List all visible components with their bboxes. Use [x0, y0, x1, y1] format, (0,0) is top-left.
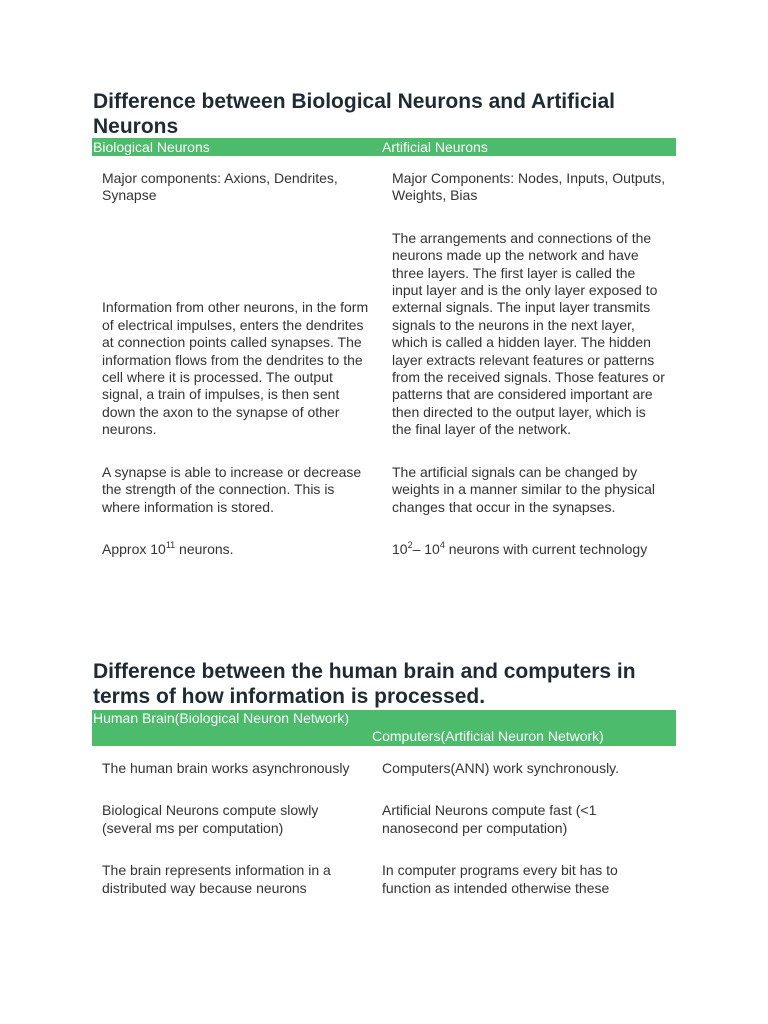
table-cell: The artificial signals can be changed by weights in a manner similar to the physical changes that occur in the synapses. [392, 463, 656, 515]
table-row [92, 464, 676, 516]
table-cell: The human brain works asynchronously [102, 760, 350, 776]
text-fragment: – 10 [412, 540, 440, 557]
table-cell: Information from other neurons, in the form of electrical impulses, enters the dendrites at connection points called synapses. The information flows from the dendrites to the cell where it is processed. The output signal, a train of impulses, is then sent down the axon to the synapse of other neurons. [102, 299, 369, 438]
neurons-comparison-table [92, 138, 676, 558]
table-row [92, 541, 676, 558]
header-artificial-neurons: Artificial Neurons [382, 139, 488, 155]
table-cell-neuron-count-artificial [382, 541, 676, 558]
table-row [92, 802, 676, 837]
superscript: 2 [407, 539, 413, 550]
table-cell: Major components: Axions, Dendrites, Synapse [102, 170, 338, 204]
table-header-row [92, 138, 676, 156]
table-row [92, 170, 676, 205]
table-header-row [92, 710, 676, 746]
table-cell: The arrangements and connections of the neurons made up the network and have three layers. The first layer is called the input layer and is the only layer exposed to external signals. The input layer transmits signals to the neurons in the next layer, which is called a hidden layer. The hidden layer extracts relevant features or patterns from the received signals. Those features or patterns that are considered important are then directed to the output layer, which is the final layer of the network. [392, 229, 665, 438]
header-biological-neurons: Biological Neurons [93, 139, 210, 155]
table-cell: A synapse is able to increase or decrease the strength of the connection. This is where information is stored. [102, 463, 362, 515]
table-row [92, 760, 676, 777]
brain-computer-comparison-table [92, 710, 676, 897]
section2-title: Difference between the human brain and computers in terms of how information is processed. [93, 660, 636, 708]
superscript: 11 [165, 539, 176, 550]
text-fragment: Approx 10 [102, 540, 166, 557]
table-cell: Artificial Neurons compute fast (<1 nanosecond per computation) [382, 802, 597, 836]
table-cell: Computers(ANN) work synchronously. [382, 760, 620, 776]
table-cell: Major Components: Nodes, Inputs, Outputs, Weights, Bias [392, 170, 666, 204]
header-computers: Computers(Artificial Neuron Network) [372, 728, 604, 744]
header-human-brain: Human Brain(Biological Neuron Network) [93, 710, 349, 726]
text-fragment: neurons with current technology [444, 540, 648, 557]
table-cell-neuron-count-biological [92, 541, 382, 558]
text-fragment: neurons. [175, 540, 234, 557]
table-cell: Biological Neurons compute slowly (several ms per computation) [102, 802, 319, 836]
section1-title: Difference between Biological Neurons and Artificial Neurons [93, 90, 615, 138]
table-row [92, 862, 676, 897]
text-fragment: 10 [392, 540, 408, 557]
table-cell: The brain represents information in a distributed way because neurons [102, 862, 331, 896]
superscript: 4 [439, 539, 445, 550]
table-row [92, 230, 676, 439]
table-cell: In computer programs every bit has to function as intended otherwise these [382, 862, 618, 896]
